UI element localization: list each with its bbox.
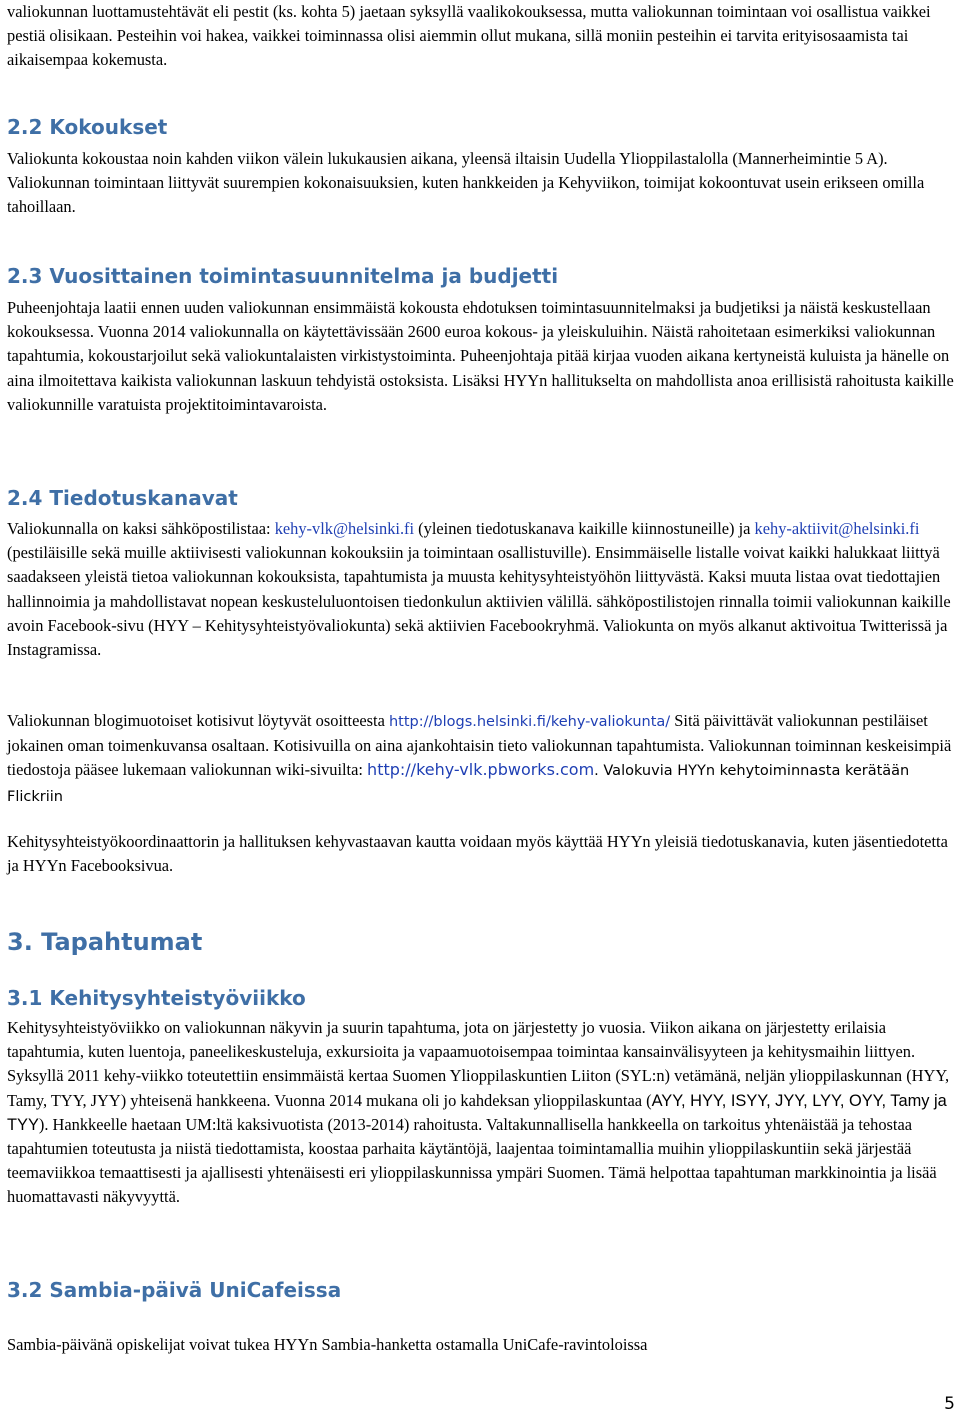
heading-3-1: 3.1 Kehitysyhteistyöviikko (7, 986, 306, 1010)
student-unions-list: AYY, HYY, ISYY, JYY, LYY, OYY, Tamy ja TYY (7, 1091, 947, 1134)
text-span: (yleinen tiedotuskanava kaikille kiinnostuneille) ja (414, 519, 755, 538)
budget-paragraph: Puheenjohtaja laatii ennen uuden valiokunnan ensimmäistä kokousta ehdotuksen toimintasuunnitelmaksi ja budjetiksi ja näistä keskustellaan kokouksessa. Vuonna 2014 valiokunnalla on käytettävissään 2600 euroa kokous- ja yleiskuluihin. Näistä rahoitetaan esimerkiksi valiokunnan tapahtumia, kokoustarjoilut sekä valiokuntalaisten virkistystoiminta. Puheenjohtaja pitää kirjaa vuoden aikana kertyneistä kuluista ja hänelle on aina ilmoitettava kaikista valiokunnan laskuun tehdyistä ostoksista. Lisäksi HYYn hallitukselta on mahdollista anoa erillisistä rahoitusta kaikille valiokunnille varatuista projektitoimintavaroista. (7, 298, 954, 414)
heading-2-4: 2.4 Tiedotuskanavat (7, 486, 238, 510)
text-span: (pestiläisille sekä muille aktiivisesti valiokunnan kokouksiin ja toimintaan osallistuville). Ensimmäiselle listalle voivat kaikki halukkaat liittyä saadakseen yleistä tietoa valiokunnan kokouksista, tapahtumista ja muusta kehitysyhteistyöhön liittyvästä. Kaksi muuta listaa ovat tiedottajien hallinnoimia ja mahdollistavat nopean keskusteluluontoisen tiedonkulun aktiivien välillä. sähköpostilistojen rinnalla toimii valiokunnan kaikille avoin Facebook-sivu (HYY – Kehitysyhteistyövaliokunta) sekä aktiivien Facebookryhmä. Valiokunta on myös alkanut aktivoitua Twitterissä ja Instagramissa. (7, 543, 951, 660)
flickr-text: . Valokuvia HYYn kehytoiminnasta kerätään Flickriin (7, 763, 910, 805)
wiki-link[interactable]: http://kehy-vlk.pbworks.com (367, 760, 595, 780)
meetings-paragraph: Valiokunta kokoustaa noin kahden viikon välein lukukausien aikana, yleensä iltaisin Uudella Ylioppilastalolla (Mannerheimintie 5 A). Valiokunnan toimintaan liittyvät suurempien kokonaisuuksien, kuten hankkeiden ja Kehyviikon, toimijat kokoontuvat usein erikseen omilla tahoillaan. (7, 149, 925, 217)
development-week-paragraph (7, 1016, 957, 1210)
heading-2-2: 2.2 Kokoukset (7, 115, 168, 139)
email-link-kehy-vlk[interactable]: kehy-vlk@helsinki.fi (274, 519, 415, 538)
blog-link[interactable]: http://blogs.helsinki.fi/kehy-valiokunta/ (388, 714, 671, 730)
website-paragraph (7, 709, 957, 809)
text-span: Valiokunnan blogimuotoiset kotisivut löytyvät osoitteesta (7, 711, 389, 730)
text-span: Sitä päivittävät valiokunnan pestiläiset jokainen oman toimenkuvansa osaltaan. Kotisivuilla on aina ajankohtaisin tieto valiokunnan tapahtumista. Valiokunnan toiminnan keskeisimpiä tiedostoja pääsee lukemaan valiokunnan wiki-sivuilta: (7, 711, 952, 780)
mailing-lists-paragraph (7, 517, 957, 662)
text-span: ). Hankkeelle haetaan UM:ltä kaksivuotista (2013-2014) rahoitusta. Valtakunnallisella hankkeella on tarkoitus yhtenäistää ja tehostaa tapahtumien toteutusta ja niistä tiedottamista, koostaa parhaita käytäntöjä, laajentaa toimintamallia muihin ylioppilaskuntiin sekä järjestää teemaviikkoa temaattisesti ja ajallisesti yhtenäisesti eri ylioppilaskunnissa ympäri Suomen. Tämä helpottaa tapahtuman markkinointia ja lisää huomattavasti näkyvyyttä. (7, 1114, 937, 1207)
zambia-day-paragraph: Sambia-päivänä opiskelijat voivat tukea HYYn Sambia-hanketta ostamalla UniCafe-ravintoloissa (7, 1335, 648, 1354)
page-number: 5 (944, 1394, 955, 1414)
email-link-kehy-aktiivit[interactable]: kehy-aktiivit@helsinki.fi (754, 519, 920, 538)
heading-3-2: 3.2 Sambia-päivä UniCafeissa (7, 1278, 342, 1302)
text-span: Valiokunnalla on kaksi sähköpostilistaa: (7, 519, 275, 538)
coordinator-paragraph: Kehitysyhteistyökoordinaattorin ja hallituksen kehyvastaavan kautta voidaan myös käyttää HYYn yleisiä tiedotuskanavia, kuten jäsentiedotetta ja HYYn Facebooksivua. (7, 832, 948, 876)
heading-2-3: 2.3 Vuosittainen toimintasuunnitelma ja budjetti (7, 264, 559, 288)
intro-paragraph: valiokunnan luottamustehtävät eli pestit (ks. kohta 5) jaetaan syksyllä vaalikokouksessa, mutta valiokunnan toimintaan voi osallistua vaikkei pestiä olisikaan. Pesteihin voi hakea, vaikkei toiminnassa olisi aiemmin ollut mukana, sillä moniin pesteihin ei tarvita erityisosaamista tai aikaisempaa kokemusta. (7, 2, 931, 70)
text-span: Kehitysyhteistyöviikko on valiokunnan näkyvin ja suurin tapahtuma, jota on järjestetty jo vuosia. Viikon aikana on järjestetty erilaisia tapahtumia, kuten luentoja, paneelikeskusteluja, exkursioita ja vapaamuotoisempaa toimintaa kansainvälisyyteen ja kehitysmaihin liittyen. Syksyllä 2011 kehy-viikko toteutettiin ensimmäistä kertaa Suomen Ylioppilaskuntien Liiton (SYL:n) vetämänä, neljän ylioppilaskunnan (HYY, Tamy, TYY, JYY) yhteisenä hankkeena. Vuonna 2014 mukana oli jo kahdeksan ylioppilaskuntaa ( (7, 1018, 950, 1110)
heading-3: 3. Tapahtumat (7, 928, 203, 956)
